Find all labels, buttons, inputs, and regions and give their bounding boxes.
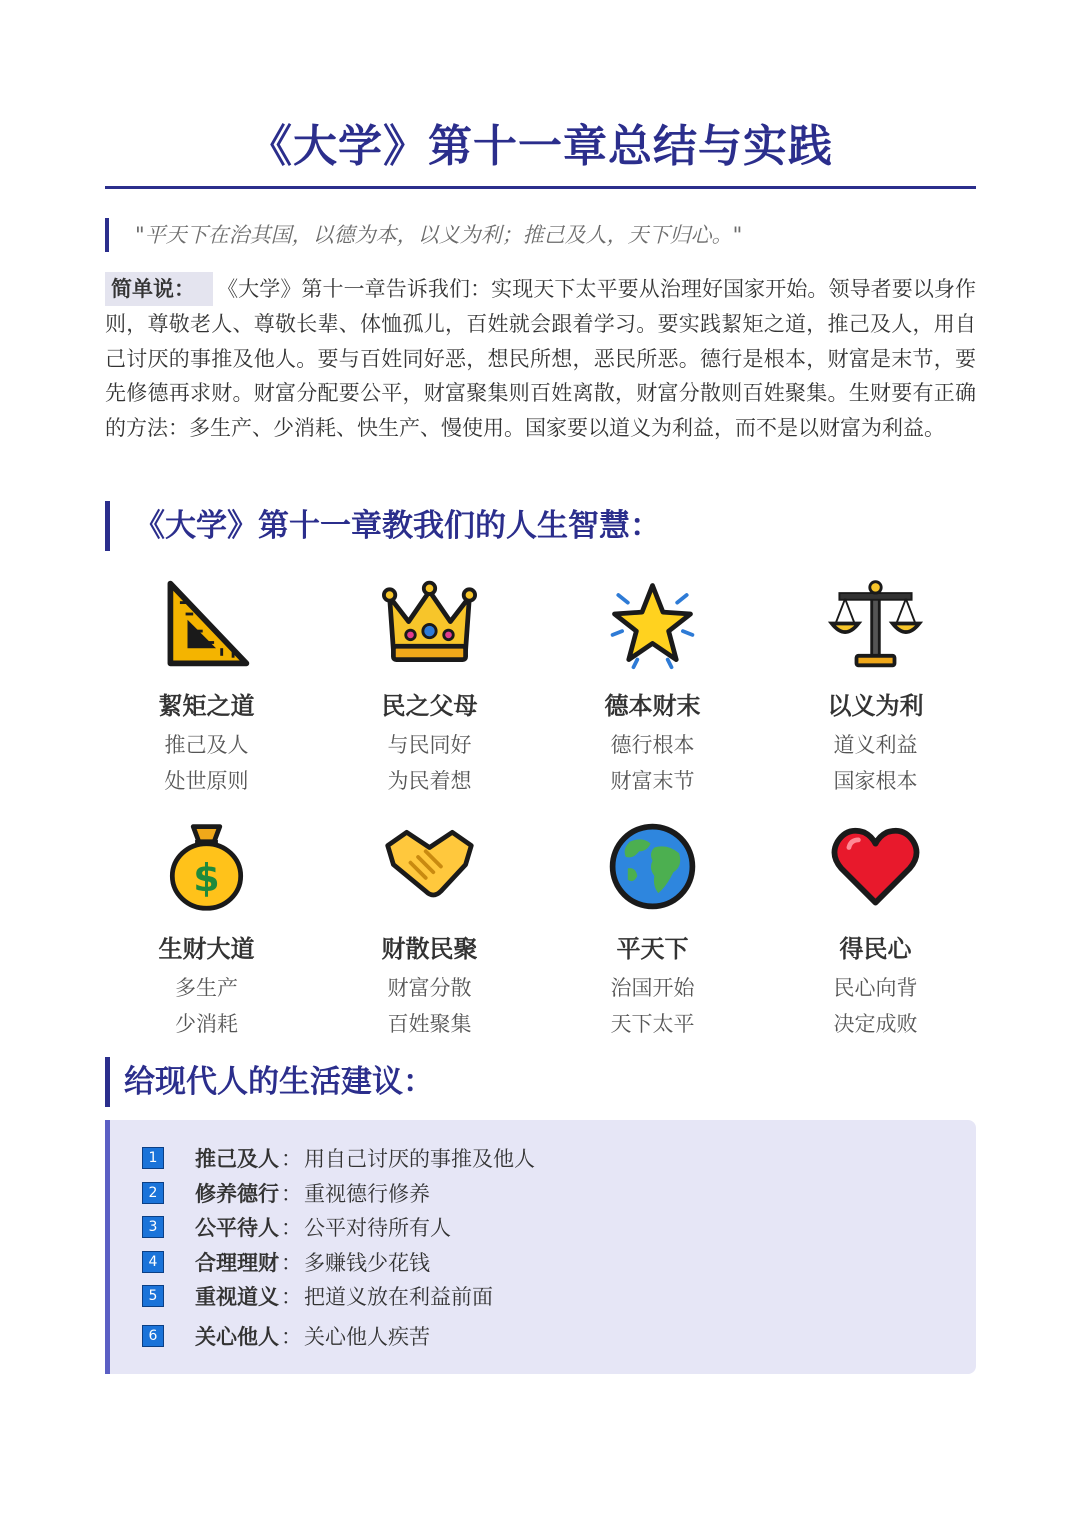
handshake-icon (382, 819, 477, 914)
heart-icon (828, 819, 923, 914)
glowing-star-icon (605, 576, 700, 671)
card-line: 德行根本 (610, 733, 695, 757)
wisdom-card (95, 572, 318, 815)
advice-text: 把道义放在利益前面 (304, 1285, 493, 1309)
advice-item (142, 1212, 451, 1242)
advice-title: 关心他人 (195, 1325, 279, 1349)
card-line: 民心向背 (833, 976, 918, 1000)
advice-text: 公平对待所有人 (304, 1216, 451, 1240)
card-line: 为民着想 (387, 769, 472, 793)
advice-separator: ： (281, 1182, 302, 1206)
wisdom-card (318, 815, 541, 1042)
advice-item (142, 1321, 430, 1351)
advice-text: 多赚钱少花钱 (304, 1251, 430, 1275)
advice-item (142, 1281, 493, 1311)
number-badge: 6 (142, 1325, 164, 1347)
card-line: 治国开始 (610, 976, 695, 1000)
svg-text:$: $ (193, 856, 220, 901)
advice-title: 推己及人 (195, 1147, 279, 1171)
advice-text: 用自己讨厌的事推及他人 (304, 1147, 535, 1171)
advice-separator: ： (281, 1325, 302, 1349)
card-line: 少消耗 (175, 1012, 238, 1036)
advice-title: 公平待人 (195, 1216, 279, 1240)
card-line: 百姓聚集 (387, 1012, 472, 1036)
advice-text: 重视德行修养 (304, 1182, 430, 1206)
summary-paragraph (105, 272, 976, 446)
advice-separator: ： (281, 1251, 302, 1275)
card-title: 生财大道 (158, 935, 255, 963)
number-badge: 1 (142, 1147, 164, 1169)
card-title: 平天下 (616, 935, 689, 963)
advice-item (142, 1143, 535, 1173)
advice-text: 关心他人疾苦 (304, 1325, 430, 1349)
title-divider (105, 186, 976, 189)
globe-icon (605, 819, 700, 914)
card-title: 絜矩之道 (158, 692, 255, 720)
advice-title: 合理理财 (195, 1251, 279, 1275)
balance-scale-icon (828, 576, 923, 671)
card-line: 推己及人 (164, 733, 249, 757)
card-title: 民之父母 (381, 692, 478, 720)
number-badge: 2 (142, 1182, 164, 1204)
card-title: 德本财末 (604, 692, 701, 720)
summary-text: 《大学》第十一章告诉我们：实现天下太平要从治理好国家开始。领导者要以身作则，尊敬老人、尊敬长辈、体恤孤儿，百姓就会跟着学习。要实践絜矩之道，推己及人，用自己讨厌的事推及他人。要与百姓同好恶，想民所想，恶民所恶。德行是根本，财富是末节，要先修德再求财。财富分配要公平，财富聚集则百姓离散，财富分散则百姓聚集。生财要有正确的方法：多生产、少消耗、快生产、慢使用。国家要以道义为利益，而不是以财富为利益。 (105, 277, 976, 441)
wisdom-card (541, 815, 764, 1042)
card-line: 与民同好 (387, 733, 472, 757)
card-line: 处世原则 (164, 769, 249, 793)
money-bag-icon (159, 819, 254, 914)
card-title: 以义为利 (827, 692, 924, 720)
card-line: 国家根本 (833, 769, 918, 793)
advice-title: 修养德行 (195, 1182, 279, 1206)
card-line: 天下太平 (610, 1012, 695, 1036)
number-badge: 4 (142, 1251, 164, 1273)
wisdom-grid (95, 572, 987, 1042)
advice-separator: ： (281, 1285, 302, 1309)
card-line: 道义利益 (833, 733, 918, 757)
page-title: 《大学》第十一章总结与实践 (248, 121, 833, 172)
advice-separator: ： (281, 1147, 302, 1171)
crown-icon (382, 576, 477, 671)
card-title: 得民心 (839, 935, 912, 963)
number-badge: 5 (142, 1285, 164, 1307)
wisdom-card (764, 572, 987, 815)
advice-panel (105, 1120, 976, 1374)
section-heading-advice: 给现代人的生活建议： (105, 1057, 434, 1107)
card-line: 财富分散 (387, 976, 472, 1000)
number-badge: 3 (142, 1216, 164, 1238)
triangle-ruler-icon (159, 576, 254, 671)
quote-block: "平天下在治其国，以德为本，以义为利；推己及人，天下归心。" (105, 218, 976, 252)
advice-title: 重视道义 (195, 1285, 279, 1309)
card-line: 多生产 (175, 976, 238, 1000)
wisdom-card (95, 815, 318, 1042)
advice-item (142, 1178, 430, 1208)
card-title: 财散民聚 (381, 935, 478, 963)
card-line: 财富末节 (610, 769, 695, 793)
wisdom-card (764, 815, 987, 1042)
advice-separator: ： (281, 1216, 302, 1240)
card-line: 决定成败 (833, 1012, 918, 1036)
summary-label: 简单说： (105, 272, 213, 306)
advice-item (142, 1247, 430, 1277)
wisdom-card (541, 572, 764, 815)
wisdom-card (318, 572, 541, 815)
section-heading-wisdom: 《大学》第十一章教我们的人生智慧： (105, 501, 661, 551)
